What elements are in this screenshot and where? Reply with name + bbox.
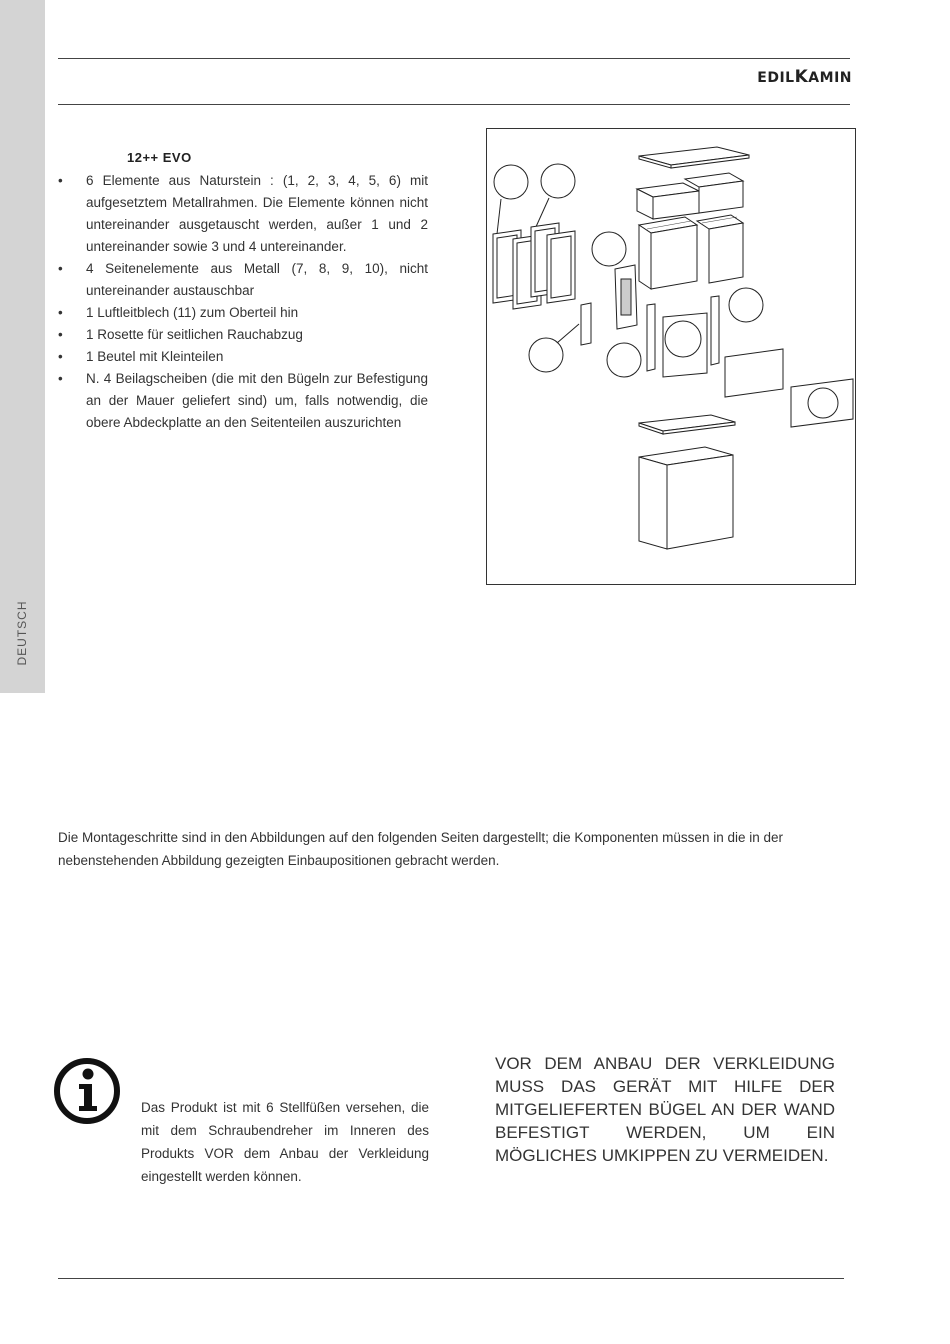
rosette bbox=[808, 388, 838, 418]
side-plate bbox=[725, 349, 783, 397]
side-panel bbox=[647, 304, 655, 371]
callout-circle bbox=[592, 232, 626, 266]
callout-circle bbox=[529, 338, 563, 372]
flue-opening bbox=[665, 321, 701, 357]
side-panel bbox=[711, 296, 719, 365]
parts-list-item-text: N. 4 Beilagscheiben (die mit den Bügeln zur Befestigung an der Mauer geliefert sind) um, falls notwendig, die obere Abdeckplatte an den Seitenteilen auszurichten bbox=[86, 371, 428, 430]
header-rule-bottom bbox=[58, 104, 850, 105]
parts-list-item-text: 6 Elemente aus Naturstein : (1, 2, 3, 4, 5, 6) mit aufgesetztem Metallrahmen. Die Elemente können nicht untereinander ausgetauscht werden, außer 1 und 2 untereinander sowie 3 und 4 untereinander. bbox=[86, 173, 428, 254]
brand-logo: EDILKAMIN bbox=[757, 67, 852, 87]
header-rule-top bbox=[58, 58, 850, 59]
air-baffle bbox=[581, 303, 591, 345]
parts-list-item-text: 1 Luftleitblech (11) zum Oberteil hin bbox=[86, 305, 299, 320]
callout-circle bbox=[494, 165, 528, 199]
callout-circle bbox=[729, 288, 763, 322]
exploded-view-figure bbox=[486, 128, 856, 585]
callout-circle bbox=[607, 343, 641, 377]
language-side-tab bbox=[0, 0, 45, 693]
callout-circle bbox=[541, 164, 575, 198]
parts-list bbox=[58, 170, 428, 434]
language-label: DEUTSCH bbox=[15, 600, 29, 666]
parts-list-item bbox=[58, 170, 428, 258]
bullet-marker: • bbox=[58, 349, 63, 364]
bullet-marker: • bbox=[58, 327, 63, 342]
parts-list-item bbox=[58, 324, 428, 346]
bullet-marker: • bbox=[58, 305, 63, 320]
info-icon bbox=[52, 1056, 122, 1126]
bullet-marker: • bbox=[58, 371, 63, 386]
exploded-view-drawing bbox=[487, 129, 857, 586]
bullet-marker: • bbox=[58, 261, 63, 276]
bullet-marker: • bbox=[58, 173, 63, 188]
parts-list-item bbox=[58, 368, 428, 434]
parts-list-item-text: 4 Seitenelemente aus Metall (7, 8, 9, 10), nicht untereinander austauschbar bbox=[86, 261, 428, 298]
parts-list-item bbox=[58, 346, 428, 368]
parts-list-item bbox=[58, 258, 428, 302]
parts-list-item-text: 1 Rosette für seitlichen Rauchabzug bbox=[86, 327, 303, 342]
assembly-intro-text: Die Montageschritte sind in den Abbildungen auf den folgenden Seiten dargestellt; die Komponenten müssen in die in der nebenstehenden Abbildung gezeigten Einbaupositionen gebracht werden. bbox=[58, 830, 783, 868]
wall-fixing-warning: VOR DEM ANBAU DER VERKLEIDUNG MUSS DAS GERÄT MIT HILFE DER MITGELIEFERTEN BÜGEL AN DER WAND BEFESTIGT WERDEN, UM EIN MÖGLICHES UMKIPPEN ZU VERMEIDEN. bbox=[495, 1054, 835, 1165]
footer-rule bbox=[58, 1278, 844, 1279]
parts-list-item bbox=[58, 302, 428, 324]
model-title: 12++ EVO bbox=[127, 150, 192, 165]
leveling-feet-note: Das Produkt ist mit 6 Stellfüßen versehen, die mit dem Schraubendreher im Inneren des Produkts VOR dem Anbau der Verkleidung eingestellt werden können. bbox=[141, 1100, 429, 1184]
parts-list-item-text: 1 Beutel mit Kleinteilen bbox=[86, 349, 224, 364]
